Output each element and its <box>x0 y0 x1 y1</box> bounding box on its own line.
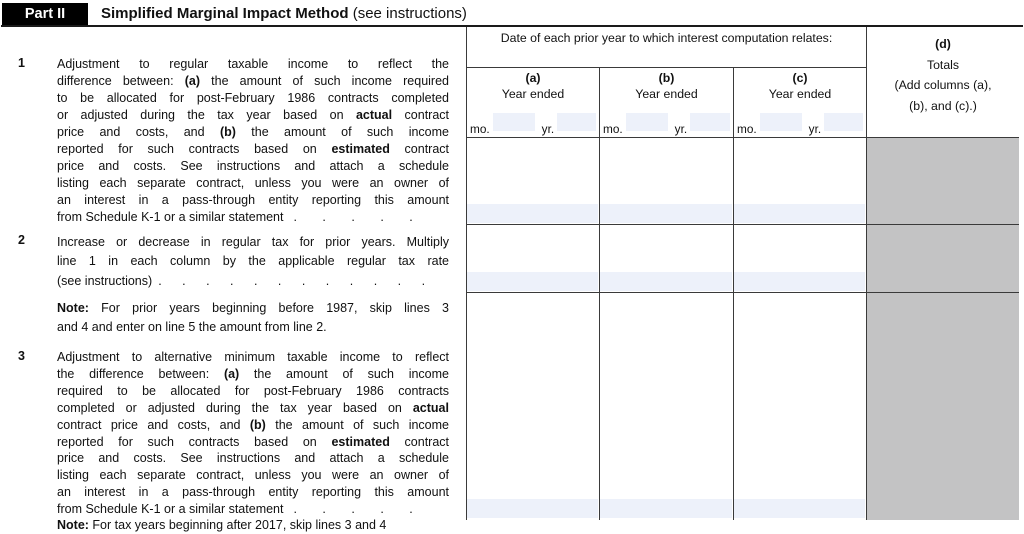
totals-sub-line2: (b), and (c).) <box>909 98 977 113</box>
amount-input-line3-col-b[interactable] <box>600 499 732 518</box>
line3-cell-c <box>734 293 867 520</box>
amount-input-line1-col-b[interactable] <box>600 204 732 223</box>
line-2-number: 2 <box>18 233 25 247</box>
totals-sub-line1: (Add columns (a), <box>894 78 992 92</box>
col-a-yr-label: yr. <box>541 122 555 136</box>
col-c-year-input[interactable] <box>824 113 863 131</box>
col-b-header-cell <box>600 68 734 138</box>
line1-cell-a <box>467 138 600 225</box>
line-3-text: Adjustment to alternative minimum taxable income to reflect the difference between: (a) the amount of such income required to be allocated for post-February 1986 contracts completed or adjusted during the tax year based on actual contract price and costs, and (b) the amount of such income reported for such contracts based on estimated contract price and costs. See instructions and attach a schedule listing each separate contract, unless you were an owner of an interest in a pass-through entity reporting this amount from Schedule K-1 or a similar statement . . . . . <box>57 350 449 517</box>
col-c-month-input[interactable] <box>760 113 802 131</box>
amount-input-line2-col-c[interactable] <box>734 272 865 291</box>
amount-input-line1-col-a[interactable] <box>467 204 598 223</box>
part-title-text: Simplified Marginal Impact Method <box>101 5 349 22</box>
col-a-month-input[interactable] <box>493 113 535 131</box>
amount-input-line3-col-c[interactable] <box>734 499 865 518</box>
part-title <box>101 5 467 22</box>
interest-computation-table <box>466 27 1019 520</box>
col-b-yr-label: yr. <box>674 122 688 136</box>
line3-cell-a <box>467 293 600 520</box>
col-a-year-input[interactable] <box>557 113 596 131</box>
line-3-note-clipped: Note: For tax years beginning after 2017, skip lines 3 and 4 <box>57 518 387 532</box>
shaded-total-cell-line1 <box>867 138 1019 225</box>
line2-cell-c <box>734 225 867 293</box>
date-header-cell <box>467 27 867 68</box>
col-c-yr-label: yr. <box>808 122 822 136</box>
line-1-text: Adjustment to regular taxable income to reflect the difference between: (a) the amount of such income required to be allocated for post-February 1986 contracts completed or adjusted during the tax year based on actual contract price and costs, and (b) the amount of such income reported for such contracts based on estimated contract price and costs. See instructions and attach a schedule listing each separate contract, unless you were an owner of an interest in a pass-through entity reporting this amount from Schedule K-1 or a similar statement . . . . . <box>57 57 450 224</box>
line2-cell-b <box>600 225 734 293</box>
line-1-number: 1 <box>18 56 25 70</box>
shaded-total-cell-line3 <box>867 293 1019 520</box>
shaded-total-cell-line2 <box>867 225 1019 293</box>
amount-input-line2-col-a[interactable] <box>467 272 598 291</box>
amount-input-line1-col-c[interactable] <box>734 204 865 223</box>
line-2-note: Note: For prior years beginning before 1987, skip lines 3 and 4 and enter on line 5 the amount from line 2. <box>57 301 449 334</box>
amount-input-line2-col-b[interactable] <box>600 272 732 291</box>
part-ii-label: Part II <box>24 6 66 22</box>
line3-cell-b <box>600 293 734 520</box>
line1-cell-b <box>600 138 734 225</box>
col-c-letter: (c) <box>792 71 808 85</box>
col-b-month-input[interactable] <box>626 113 668 131</box>
col-c-mo-label: mo. <box>737 122 757 136</box>
col-b-year-ended-label: Year ended <box>635 87 698 101</box>
line2-cell-a <box>467 225 600 293</box>
date-header-text: Date of each prior year to which interest computation relates: <box>500 31 833 45</box>
col-a-letter: (a) <box>525 71 541 85</box>
col-c-year-ended-label: Year ended <box>768 87 832 101</box>
line-3-number: 3 <box>18 349 25 363</box>
totals-label: Totals <box>926 57 960 72</box>
col-b-letter: (b) <box>658 71 675 85</box>
amount-input-line3-col-a[interactable] <box>467 499 598 518</box>
col-a-mo-label: mo. <box>470 122 490 136</box>
line-2-text: Increase or decrease in regular tax for prior years. Multiply line 1 in each column by the applicable regular tax rate (see instructions) . . . . . . . . . . . . <box>57 235 449 288</box>
col-a-year-ended-label: Year ended <box>501 87 565 101</box>
col-d-letter: (d) <box>935 37 951 51</box>
totals-header-cell <box>867 27 1019 138</box>
col-b-year-input[interactable] <box>690 113 730 131</box>
col-c-header-cell <box>734 68 867 138</box>
line1-cell-c <box>734 138 867 225</box>
col-a-header-cell <box>467 68 600 138</box>
part-title-suffix: (see instructions) <box>348 5 467 22</box>
part-ii-label-box <box>2 3 88 25</box>
col-b-mo-label: mo. <box>603 122 623 136</box>
